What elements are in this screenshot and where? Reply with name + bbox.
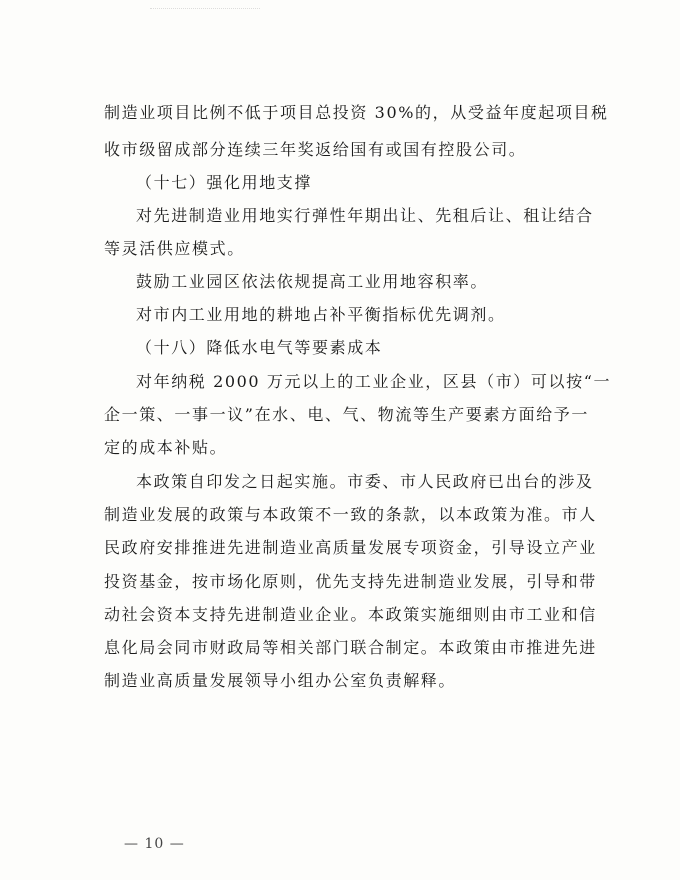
text-line: 收市级留成部分连续三年奖返给国有或国有控股公司。	[104, 140, 527, 159]
text-line: 对市内工业用地的耕地占补平衡指标优先调剂。	[136, 305, 506, 324]
text-line: 息化局会同市财政局等相关部门联合制定。本政策由市推进先进	[104, 638, 597, 657]
text-line: 民政府安排推进先进制造业高质量发展专项资金，引导设立产业	[104, 538, 597, 557]
text-line: 制造业高质量发展领导小组办公室负责解释。	[104, 671, 457, 690]
text-line: 制造业发展的政策与本政策不一致的条款，以本政策为准。市人	[104, 505, 597, 524]
text-line: 企一策、一事一议”在水、电、气、物流等生产要素方面给予一	[104, 405, 589, 424]
text-line: 投资基金，按市场化原则，优先支持先进制造业发展，引导和带	[104, 572, 597, 591]
text-line: 本政策自印发之日起实施。市委、市人民政府已出台的涉及	[136, 472, 594, 491]
text-line: 定的成本补贴。	[104, 438, 228, 457]
text-line: 鼓励工业园区依法依规提高工业用地容积率。	[136, 272, 489, 291]
scan-artifact	[150, 0, 260, 9]
text-line: 对先进制造业用地实行弹性年期出让、先租后让、租让结合	[136, 206, 594, 225]
text-line: 动社会资本支持先进制造业企业。本政策实施细则由市工业和信	[104, 605, 597, 624]
section-heading-17: （十七）强化用地支撑	[136, 173, 313, 192]
text-line: 对年纳税 2000 万元以上的工业企业，区县（市）可以按“一	[136, 372, 612, 391]
text-line: 等灵活供应模式。	[104, 239, 245, 258]
page-number: — 10 —	[124, 836, 185, 852]
text-line: 制造业项目比例不低于项目总投资 30%的，从受益年度起项目税	[104, 103, 609, 122]
section-heading-18: （十八）降低水电气等要素成本	[136, 338, 383, 357]
